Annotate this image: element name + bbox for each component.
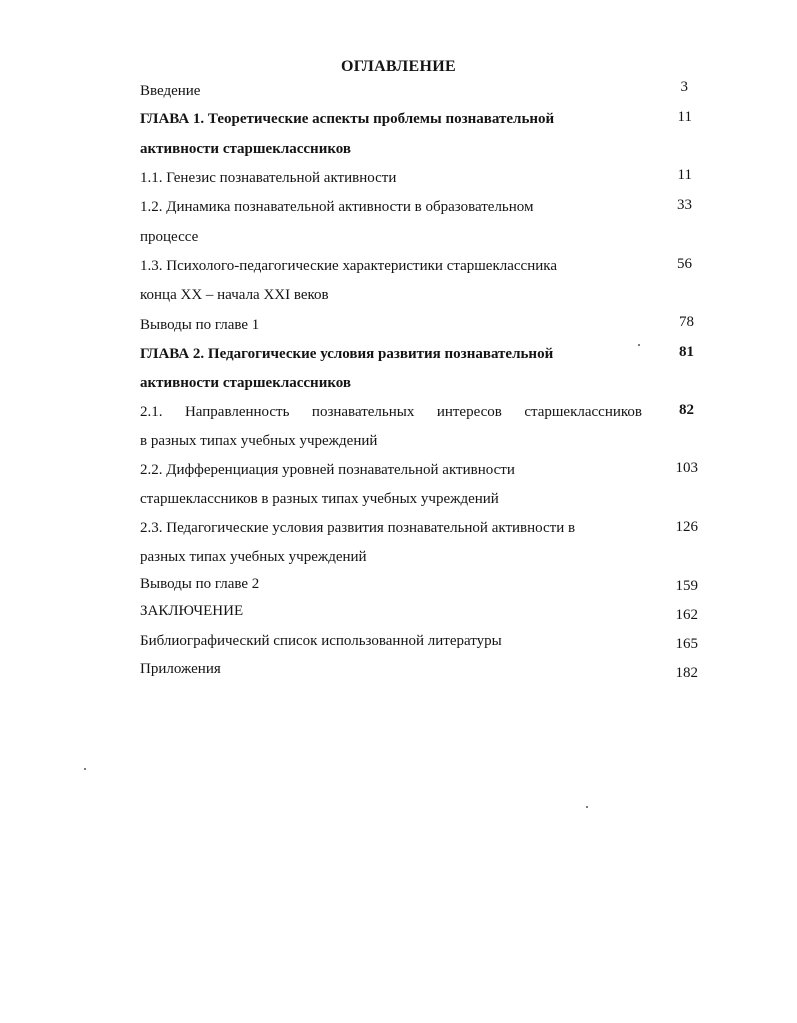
toc-entry-chapter-2: ГЛАВА 2. Педагогические условия развития познавательной bbox=[140, 346, 554, 362]
toc-page-number: 126 bbox=[675, 519, 698, 535]
toc-page-number: 162 bbox=[675, 607, 698, 623]
toc-entry-chapter-1: ГЛАВА 1. Теоретические аспекты проблемы познавательной bbox=[140, 111, 555, 127]
toc-page-number: 182 bbox=[675, 665, 698, 681]
page-title: ОГЛАВЛЕНИЕ bbox=[341, 58, 456, 75]
toc-page-number: 159 bbox=[675, 578, 698, 594]
toc-page-number: 81 bbox=[679, 344, 694, 360]
toc-page-number: 103 bbox=[675, 460, 698, 476]
toc-entry-conclusions-chapter-2: Выводы по главе 2 bbox=[140, 576, 260, 592]
toc-entry-section-2-1-cont: в разных типах учебных учреждений bbox=[140, 433, 378, 449]
toc-page-number: 78 bbox=[679, 314, 694, 330]
toc-entry-conclusions-chapter-1: Выводы по главе 1 bbox=[140, 317, 260, 333]
toc-page-number: 11 bbox=[677, 109, 692, 125]
toc-page-number: 82 bbox=[679, 402, 694, 418]
toc-entry-chapter-2-cont: активности старшеклассников bbox=[140, 375, 352, 391]
toc-entry-section-1-3: 1.3. Психолого-педагогические характеристики старшеклассника bbox=[140, 258, 557, 274]
toc-entry-section-2-2: 2.2. Дифференциация уровней познавательной активности bbox=[140, 462, 515, 478]
scan-speck bbox=[638, 344, 640, 346]
toc-entry-appendices: Приложения bbox=[140, 661, 221, 677]
toc-entry-conclusion: ЗАКЛЮЧЕНИЕ bbox=[140, 603, 244, 619]
toc-entry-introduction: Введение bbox=[140, 83, 201, 99]
toc-page-number: 56 bbox=[677, 256, 692, 272]
toc-entry-section-2-2-cont: старшеклассников в разных типах учебных учреждений bbox=[140, 491, 499, 507]
toc-page-number: 3 bbox=[680, 79, 688, 95]
toc-entry-section-1-3-cont: конца XX – начала XXI веков bbox=[140, 287, 329, 303]
toc-entry-section-2-3: 2.3. Педагогические условия развития познавательной активности в bbox=[140, 520, 576, 536]
toc-entry-section-1-2: 1.2. Динамика познавательной активности в образовательном bbox=[140, 199, 534, 215]
toc-page-number: 33 bbox=[677, 197, 692, 213]
toc-page-number: 11 bbox=[677, 167, 692, 183]
toc-entry-section-2-3-cont: разных типах учебных учреждений bbox=[140, 549, 367, 565]
toc-entry-section-1-2-cont: процессе bbox=[140, 229, 199, 245]
scan-speck bbox=[586, 806, 588, 808]
toc-entry-section-1-1: 1.1. Генезис познавательной активности bbox=[140, 170, 397, 186]
toc-entry-chapter-1-cont: активности старшеклассников bbox=[140, 141, 352, 157]
toc-entry-section-2-1: 2.1. Направленность познавательных интересов старшеклассников bbox=[140, 404, 642, 420]
scan-speck bbox=[84, 768, 86, 770]
toc-entry-bibliography: Библиографический список использованной литературы bbox=[140, 633, 502, 649]
toc-page-number: 165 bbox=[675, 636, 698, 652]
